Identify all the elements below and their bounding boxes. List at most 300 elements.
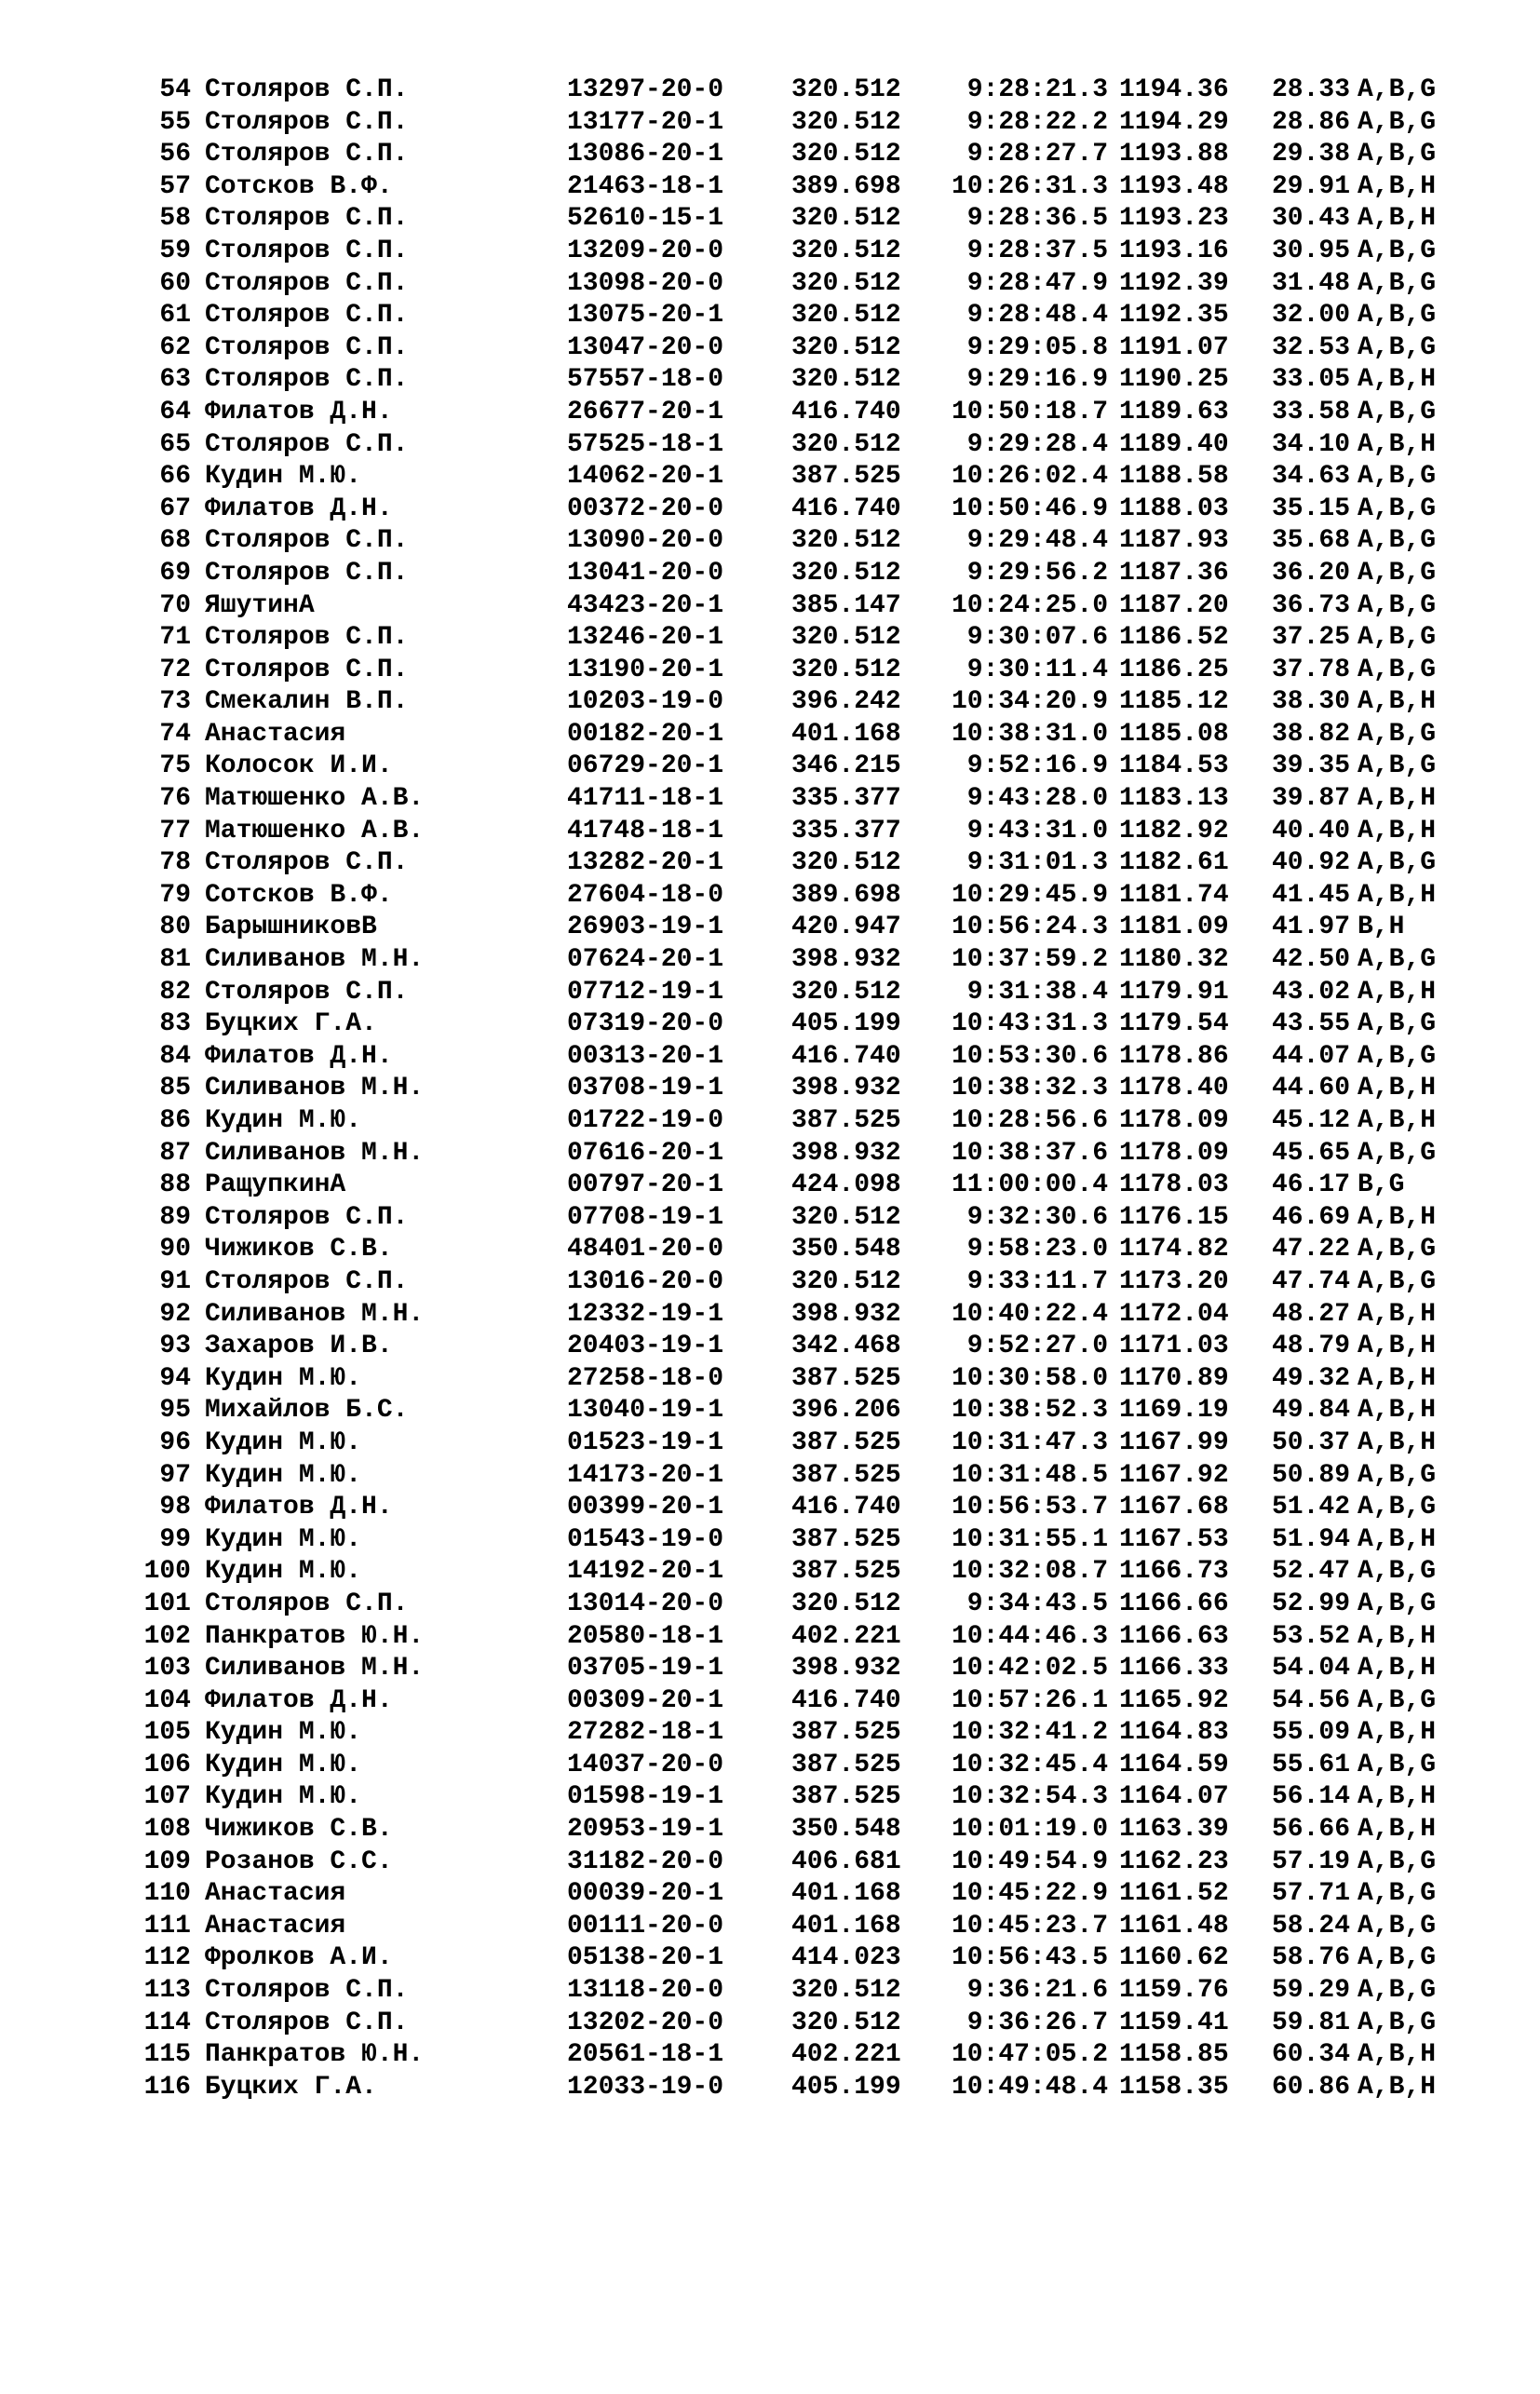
place-number: 96 xyxy=(159,1427,191,1457)
table-row xyxy=(0,300,1540,332)
speed-value: 1187.20 xyxy=(1119,590,1229,620)
table-row xyxy=(0,1299,1540,1332)
place-number: 112 xyxy=(143,1943,191,1973)
ring-number: 00111-20-0 xyxy=(567,1911,724,1941)
table-row xyxy=(0,1008,1540,1041)
ring-number: 07319-20-0 xyxy=(567,1009,724,1039)
group-codes: A,B,G xyxy=(1358,1235,1437,1265)
fancier-name: Матюшенко А.В. xyxy=(205,784,425,814)
fancier-name: Филатов Д.Н. xyxy=(205,1493,393,1522)
speed-value: 1158.85 xyxy=(1119,2040,1229,2070)
table-row xyxy=(0,1781,1540,1814)
distance-km: 420.947 xyxy=(791,913,901,942)
coefficient-value: 39.87 xyxy=(1272,784,1351,814)
place-number: 109 xyxy=(143,1846,191,1876)
coefficient-value: 36.73 xyxy=(1272,590,1351,620)
arrival-time: 9:43:28.0 xyxy=(966,784,1108,814)
speed-value: 1192.35 xyxy=(1119,301,1229,331)
distance-km: 387.525 xyxy=(791,462,901,492)
group-codes: A,B,H xyxy=(1358,977,1437,1007)
ring-number: 31182-20-0 xyxy=(567,1846,724,1876)
table-row xyxy=(0,171,1540,204)
place-number: 63 xyxy=(159,365,191,395)
arrival-time: 9:31:01.3 xyxy=(966,848,1108,878)
table-row xyxy=(0,977,1540,1009)
coefficient-value: 49.84 xyxy=(1272,1396,1351,1426)
table-row xyxy=(0,1556,1540,1589)
table-row xyxy=(0,1170,1540,1202)
distance-km: 320.512 xyxy=(791,1976,901,2006)
speed-value: 1167.53 xyxy=(1119,1524,1229,1554)
group-codes: A,B,H xyxy=(1358,2040,1437,2070)
group-codes: B,H xyxy=(1358,913,1405,942)
speed-value: 1164.07 xyxy=(1119,1782,1229,1812)
arrival-time: 10:30:58.0 xyxy=(951,1363,1108,1393)
group-codes: A,B,G xyxy=(1358,751,1437,781)
place-number: 113 xyxy=(143,1976,191,2006)
fancier-name: Силиванов М.Н. xyxy=(205,1299,425,1329)
place-number: 76 xyxy=(159,784,191,814)
speed-value: 1173.20 xyxy=(1119,1266,1229,1296)
distance-km: 402.221 xyxy=(791,2040,901,2070)
group-codes: A,B,H xyxy=(1358,171,1437,201)
table-row xyxy=(0,622,1540,655)
ring-number: 00399-20-1 xyxy=(567,1493,724,1522)
speed-value: 1179.91 xyxy=(1119,977,1229,1007)
ring-number: 07708-19-1 xyxy=(567,1202,724,1232)
distance-km: 320.512 xyxy=(791,429,901,459)
table-row xyxy=(0,1041,1540,1074)
distance-km: 320.512 xyxy=(791,848,901,878)
coefficient-value: 53.52 xyxy=(1272,1621,1351,1651)
coefficient-value: 52.99 xyxy=(1272,1589,1351,1618)
place-number: 110 xyxy=(143,1879,191,1909)
speed-value: 1185.08 xyxy=(1119,719,1229,749)
ring-number: 14062-20-1 xyxy=(567,462,724,492)
coefficient-value: 50.37 xyxy=(1272,1427,1351,1457)
distance-km: 398.932 xyxy=(791,945,901,975)
distance-km: 401.168 xyxy=(791,1879,901,1909)
fancier-name: Михайлов Б.С. xyxy=(205,1396,409,1426)
speed-value: 1193.48 xyxy=(1119,171,1229,201)
place-number: 95 xyxy=(159,1396,191,1426)
place-number: 56 xyxy=(159,140,191,169)
coefficient-value: 29.91 xyxy=(1272,171,1351,201)
group-codes: A,B,G xyxy=(1358,1460,1437,1490)
ring-number: 27258-18-0 xyxy=(567,1363,724,1393)
coefficient-value: 58.24 xyxy=(1272,1911,1351,1941)
arrival-time: 10:47:05.2 xyxy=(951,2040,1108,2070)
coefficient-value: 35.68 xyxy=(1272,526,1351,556)
group-codes: A,B,G xyxy=(1358,1138,1437,1168)
ring-number: 13075-20-1 xyxy=(567,301,724,331)
speed-value: 1180.32 xyxy=(1119,945,1229,975)
arrival-time: 9:34:43.5 xyxy=(966,1589,1108,1618)
coefficient-value: 41.97 xyxy=(1272,913,1351,942)
distance-km: 402.221 xyxy=(791,1621,901,1651)
place-number: 111 xyxy=(143,1911,191,1941)
table-row xyxy=(0,1846,1540,1879)
results-table xyxy=(0,74,1540,2103)
arrival-time: 9:28:36.5 xyxy=(966,204,1108,234)
group-codes: A,B,G xyxy=(1358,268,1437,298)
speed-value: 1184.53 xyxy=(1119,751,1229,781)
table-row xyxy=(0,2039,1540,2072)
distance-km: 387.525 xyxy=(791,1718,901,1748)
fancier-name: Анастасия xyxy=(205,719,346,749)
table-row xyxy=(0,1524,1540,1557)
place-number: 94 xyxy=(159,1363,191,1393)
coefficient-value: 30.43 xyxy=(1272,204,1351,234)
distance-km: 398.932 xyxy=(791,1299,901,1329)
fancier-name: Столяров С.П. xyxy=(205,429,409,459)
place-number: 106 xyxy=(143,1750,191,1779)
ring-number: 20580-18-1 xyxy=(567,1621,724,1651)
table-row xyxy=(0,139,1540,171)
ring-number: 07616-20-1 xyxy=(567,1138,724,1168)
speed-value: 1170.89 xyxy=(1119,1363,1229,1393)
group-codes: A,B,G xyxy=(1358,236,1437,265)
ring-number: 13098-20-0 xyxy=(567,268,724,298)
arrival-time: 9:52:16.9 xyxy=(966,751,1108,781)
place-number: 100 xyxy=(143,1557,191,1587)
group-codes: A,B,H xyxy=(1358,1202,1437,1232)
fancier-name: Столяров С.П. xyxy=(205,236,409,265)
fancier-name: Столяров С.П. xyxy=(205,2008,409,2037)
arrival-time: 10:38:52.3 xyxy=(951,1396,1108,1426)
fancier-name: Кудин М.Ю. xyxy=(205,1524,362,1554)
speed-value: 1178.03 xyxy=(1119,1170,1229,1200)
table-row xyxy=(0,1750,1540,1782)
arrival-time: 9:31:38.4 xyxy=(966,977,1108,1007)
fancier-name: Филатов Д.Н. xyxy=(205,1685,393,1715)
arrival-time: 10:26:31.3 xyxy=(951,171,1108,201)
ring-number: 13209-20-0 xyxy=(567,236,724,265)
table-row xyxy=(0,751,1540,783)
arrival-time: 10:49:48.4 xyxy=(951,2072,1108,2102)
fancier-name: Силиванов М.Н. xyxy=(205,945,425,975)
fancier-name: Кудин М.Ю. xyxy=(205,1750,362,1779)
arrival-time: 9:32:30.6 xyxy=(966,1202,1108,1232)
table-row xyxy=(0,397,1540,429)
fancier-name: Столяров С.П. xyxy=(205,558,409,588)
table-row xyxy=(0,1105,1540,1138)
group-codes: A,B,H xyxy=(1358,1332,1437,1361)
table-row xyxy=(0,203,1540,236)
ring-number: 12033-19-0 xyxy=(567,2072,724,2102)
group-codes: A,B,H xyxy=(1358,204,1437,234)
arrival-time: 9:36:26.7 xyxy=(966,2008,1108,2037)
place-number: 77 xyxy=(159,816,191,845)
distance-km: 320.512 xyxy=(791,623,901,653)
distance-km: 320.512 xyxy=(791,2008,901,2037)
speed-value: 1178.40 xyxy=(1119,1074,1229,1103)
table-row xyxy=(0,816,1540,848)
distance-km: 320.512 xyxy=(791,526,901,556)
group-codes: A,B,G xyxy=(1358,462,1437,492)
coefficient-value: 48.79 xyxy=(1272,1332,1351,1361)
ring-number: 52610-15-1 xyxy=(567,204,724,234)
distance-km: 387.525 xyxy=(791,1427,901,1457)
fancier-name: Столяров С.П. xyxy=(205,140,409,169)
group-codes: A,B,G xyxy=(1358,590,1437,620)
speed-value: 1182.92 xyxy=(1119,816,1229,845)
arrival-time: 10:34:20.9 xyxy=(951,687,1108,717)
speed-value: 1181.09 xyxy=(1119,913,1229,942)
speed-value: 1193.23 xyxy=(1119,204,1229,234)
speed-value: 1167.92 xyxy=(1119,1460,1229,1490)
table-row xyxy=(0,655,1540,687)
table-row xyxy=(0,944,1540,977)
table-row xyxy=(0,1975,1540,2008)
distance-km: 416.740 xyxy=(791,1685,901,1715)
ring-number: 13282-20-1 xyxy=(567,848,724,878)
ring-number: 13086-20-1 xyxy=(567,140,724,169)
ring-number: 57557-18-0 xyxy=(567,365,724,395)
fancier-name: Столяров С.П. xyxy=(205,655,409,684)
distance-km: 320.512 xyxy=(791,1266,901,1296)
arrival-time: 9:28:47.9 xyxy=(966,268,1108,298)
place-number: 75 xyxy=(159,751,191,781)
speed-value: 1166.33 xyxy=(1119,1654,1229,1684)
fancier-name: Филатов Д.Н. xyxy=(205,1041,393,1071)
coefficient-value: 58.76 xyxy=(1272,1943,1351,1973)
place-number: 74 xyxy=(159,719,191,749)
fancier-name: Столяров С.П. xyxy=(205,1589,409,1618)
ring-number: 14192-20-1 xyxy=(567,1557,724,1587)
group-codes: A,B,G xyxy=(1358,526,1437,556)
place-number: 78 xyxy=(159,848,191,878)
group-codes: A,B,G xyxy=(1358,945,1437,975)
group-codes: A,B,G xyxy=(1358,1846,1437,1876)
place-number: 73 xyxy=(159,687,191,717)
arrival-time: 9:28:22.2 xyxy=(966,107,1108,137)
fancier-name: Анастасия xyxy=(205,1879,346,1909)
arrival-time: 10:53:30.6 xyxy=(951,1041,1108,1071)
ring-number: 13040-19-1 xyxy=(567,1396,724,1426)
arrival-time: 9:29:56.2 xyxy=(966,558,1108,588)
arrival-time: 10:28:56.6 xyxy=(951,1106,1108,1135)
arrival-time: 10:29:45.9 xyxy=(951,880,1108,910)
fancier-name: Панкратов Ю.Н. xyxy=(205,2040,425,2070)
table-row xyxy=(0,719,1540,751)
coefficient-value: 28.86 xyxy=(1272,107,1351,137)
fancier-name: Столяров С.П. xyxy=(205,301,409,331)
speed-value: 1176.15 xyxy=(1119,1202,1229,1232)
speed-value: 1187.93 xyxy=(1119,526,1229,556)
coefficient-value: 33.05 xyxy=(1272,365,1351,395)
arrival-time: 9:33:11.7 xyxy=(966,1266,1108,1296)
distance-km: 389.698 xyxy=(791,171,901,201)
group-codes: A,B,H xyxy=(1358,1427,1437,1457)
arrival-time: 9:30:11.4 xyxy=(966,655,1108,684)
table-row xyxy=(0,880,1540,913)
ring-number: 26677-20-1 xyxy=(567,397,724,426)
place-number: 93 xyxy=(159,1332,191,1361)
place-number: 97 xyxy=(159,1460,191,1490)
group-codes: A,B,H xyxy=(1358,1074,1437,1103)
group-codes: A,B,H xyxy=(1358,880,1437,910)
ring-number: 03705-19-1 xyxy=(567,1654,724,1684)
fancier-name: Кудин М.Ю. xyxy=(205,1718,362,1748)
speed-value: 1166.73 xyxy=(1119,1557,1229,1587)
speed-value: 1187.36 xyxy=(1119,558,1229,588)
coefficient-value: 42.50 xyxy=(1272,945,1351,975)
distance-km: 416.740 xyxy=(791,1041,901,1071)
speed-value: 1181.74 xyxy=(1119,880,1229,910)
fancier-name: Кудин М.Ю. xyxy=(205,1106,362,1135)
speed-value: 1162.23 xyxy=(1119,1846,1229,1876)
fancier-name: Кудин М.Ю. xyxy=(205,1557,362,1587)
fancier-name: Столяров С.П. xyxy=(205,365,409,395)
table-row xyxy=(0,236,1540,268)
ring-number: 01722-19-0 xyxy=(567,1106,724,1135)
group-codes: A,B,H xyxy=(1358,1718,1437,1748)
fancier-name: Анастасия xyxy=(205,1911,346,1941)
arrival-time: 9:43:31.0 xyxy=(966,816,1108,845)
fancier-name: Сотсков В.Ф. xyxy=(205,171,393,201)
ring-number: 13177-20-1 xyxy=(567,107,724,137)
speed-value: 1165.92 xyxy=(1119,1685,1229,1715)
distance-km: 387.525 xyxy=(791,1557,901,1587)
arrival-time: 10:38:31.0 xyxy=(951,719,1108,749)
distance-km: 414.023 xyxy=(791,1943,901,1973)
table-row xyxy=(0,525,1540,558)
coefficient-value: 49.32 xyxy=(1272,1363,1351,1393)
ring-number: 13047-20-0 xyxy=(567,332,724,362)
distance-km: 387.525 xyxy=(791,1782,901,1812)
coefficient-value: 45.65 xyxy=(1272,1138,1351,1168)
place-number: 70 xyxy=(159,590,191,620)
ring-number: 57525-18-1 xyxy=(567,429,724,459)
coefficient-value: 34.10 xyxy=(1272,429,1351,459)
coefficient-value: 32.00 xyxy=(1272,301,1351,331)
distance-km: 320.512 xyxy=(791,268,901,298)
group-codes: A,B,H xyxy=(1358,1654,1437,1684)
arrival-time: 9:28:21.3 xyxy=(966,75,1108,104)
distance-km: 405.199 xyxy=(791,1009,901,1039)
arrival-time: 10:50:46.9 xyxy=(951,494,1108,523)
ring-number: 13202-20-0 xyxy=(567,2008,724,2037)
arrival-time: 10:45:22.9 xyxy=(951,1879,1108,1909)
arrival-time: 9:58:23.0 xyxy=(966,1235,1108,1265)
distance-km: 416.740 xyxy=(791,397,901,426)
coefficient-value: 39.35 xyxy=(1272,751,1351,781)
distance-km: 320.512 xyxy=(791,977,901,1007)
speed-value: 1166.63 xyxy=(1119,1621,1229,1651)
ring-number: 07624-20-1 xyxy=(567,945,724,975)
distance-km: 320.512 xyxy=(791,1202,901,1232)
coefficient-value: 44.60 xyxy=(1272,1074,1351,1103)
group-codes: A,B,G xyxy=(1358,1943,1437,1973)
place-number: 98 xyxy=(159,1493,191,1522)
coefficient-value: 59.81 xyxy=(1272,2008,1351,2037)
group-codes: A,B,H xyxy=(1358,687,1437,717)
arrival-time: 10:56:24.3 xyxy=(951,913,1108,942)
coefficient-value: 51.94 xyxy=(1272,1524,1351,1554)
table-row xyxy=(0,1266,1540,1299)
coefficient-value: 50.89 xyxy=(1272,1460,1351,1490)
group-codes: A,B,G xyxy=(1358,1493,1437,1522)
distance-km: 398.932 xyxy=(791,1138,901,1168)
fancier-name: Буцких Г.А. xyxy=(205,2072,377,2102)
place-number: 54 xyxy=(159,75,191,104)
table-row xyxy=(0,1814,1540,1846)
coefficient-value: 43.55 xyxy=(1272,1009,1351,1039)
group-codes: A,B,H xyxy=(1358,429,1437,459)
group-codes: A,B,H xyxy=(1358,1396,1437,1426)
place-number: 103 xyxy=(143,1654,191,1684)
ring-number: 43423-20-1 xyxy=(567,590,724,620)
ring-number: 41711-18-1 xyxy=(567,784,724,814)
place-number: 72 xyxy=(159,655,191,684)
speed-value: 1161.52 xyxy=(1119,1879,1229,1909)
table-row xyxy=(0,1621,1540,1654)
coefficient-value: 41.45 xyxy=(1272,880,1351,910)
coefficient-value: 52.47 xyxy=(1272,1557,1351,1587)
table-row xyxy=(0,1653,1540,1685)
group-codes: A,B,G xyxy=(1358,719,1437,749)
fancier-name: Смекалин В.П. xyxy=(205,687,409,717)
arrival-time: 10:50:18.7 xyxy=(951,397,1108,426)
ring-number: 21463-18-1 xyxy=(567,171,724,201)
arrival-time: 9:28:37.5 xyxy=(966,236,1108,265)
fancier-name: Чижиков С.В. xyxy=(205,1235,393,1265)
group-codes: A,B,G xyxy=(1358,1976,1437,2006)
table-row xyxy=(0,268,1540,301)
speed-value: 1183.13 xyxy=(1119,784,1229,814)
table-row xyxy=(0,1363,1540,1396)
table-row xyxy=(0,1073,1540,1105)
place-number: 59 xyxy=(159,236,191,265)
ring-number: 01523-19-1 xyxy=(567,1427,724,1457)
group-codes: A,B,H xyxy=(1358,1299,1437,1329)
group-codes: A,B,G xyxy=(1358,1589,1437,1618)
place-number: 101 xyxy=(143,1589,191,1618)
distance-km: 396.206 xyxy=(791,1396,901,1426)
group-codes: A,B,H xyxy=(1358,784,1437,814)
arrival-time: 10:56:43.5 xyxy=(951,1943,1108,1973)
place-number: 90 xyxy=(159,1235,191,1265)
distance-km: 335.377 xyxy=(791,784,901,814)
ring-number: 27282-18-1 xyxy=(567,1718,724,1748)
distance-km: 320.512 xyxy=(791,655,901,684)
arrival-time: 10:32:41.2 xyxy=(951,1718,1108,1748)
coefficient-value: 43.02 xyxy=(1272,977,1351,1007)
distance-km: 320.512 xyxy=(791,301,901,331)
ring-number: 07712-19-1 xyxy=(567,977,724,1007)
speed-value: 1182.61 xyxy=(1119,848,1229,878)
arrival-time: 10:57:26.1 xyxy=(951,1685,1108,1715)
group-codes: B,G xyxy=(1358,1170,1405,1200)
speed-value: 1191.07 xyxy=(1119,332,1229,362)
ring-number: 20561-18-1 xyxy=(567,2040,724,2070)
fancier-name: БарышниковВ xyxy=(205,913,377,942)
table-row xyxy=(0,364,1540,397)
place-number: 116 xyxy=(143,2072,191,2102)
coefficient-value: 56.14 xyxy=(1272,1782,1351,1812)
coefficient-value: 33.58 xyxy=(1272,397,1351,426)
place-number: 58 xyxy=(159,204,191,234)
arrival-time: 10:26:02.4 xyxy=(951,462,1108,492)
place-number: 69 xyxy=(159,558,191,588)
coefficient-value: 28.33 xyxy=(1272,75,1351,104)
group-codes: A,B,G xyxy=(1358,107,1437,137)
ring-number: 00039-20-1 xyxy=(567,1879,724,1909)
table-row xyxy=(0,558,1540,590)
coefficient-value: 57.19 xyxy=(1272,1846,1351,1876)
fancier-name: Кудин М.Ю. xyxy=(205,1363,362,1393)
